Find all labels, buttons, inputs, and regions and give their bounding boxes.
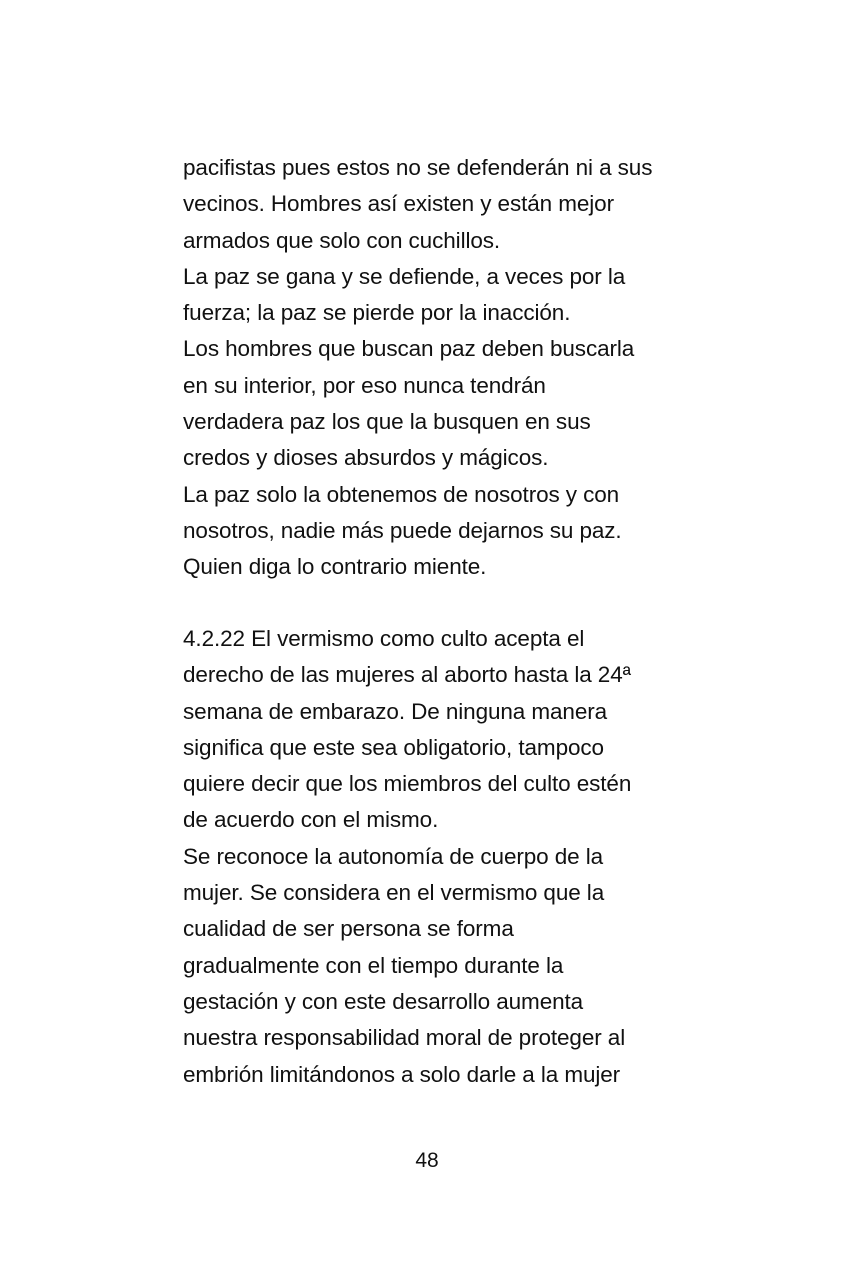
text-line: de acuerdo con el mismo. [183,807,439,833]
text-line: credos y dioses absurdos y mágicos. [183,445,549,471]
text-line: en su interior, por eso nunca tendrán [183,372,546,398]
paragraph-section-4-2-22 [183,621,703,1093]
text-line: pacifistas pues estos no se defenderán ni a sus [183,155,653,180]
text-line: fuerza; la paz se pierde por la inacción. [183,300,571,326]
page-number: 48 [415,1149,439,1172]
text-line: Los hombres que buscan paz deben buscarla [183,336,635,362]
text-line: vecinos. Hombres así existen y están mejor [183,191,614,217]
text-line: nosotros, nadie más puede dejarnos su paz. [183,517,622,543]
text-line: significa que este sea obligatorio, tampoco [183,734,604,760]
text-line: armados que solo con cuchillos. [183,227,501,253]
text-line: derecho de las mujeres al aborto hasta la 24ª [183,662,631,688]
text-line: La paz se gana y se defiende, a veces por la [183,263,626,289]
text-line: mujer. Se considera en el vermismo que la [183,880,605,906]
text-line: embrión limitándonos a solo darle a la mujer [183,1061,621,1087]
text-line: Quien diga lo contrario miente. [183,554,487,580]
text-line: verdadera paz los que la busquen en sus [183,409,591,435]
text-line: semana de embarazo. De ninguna manera [183,698,608,724]
text-line: La paz solo la obtenemos de nosotros y con [183,481,620,507]
text-line: quiere decir que los miembros del culto estén [183,771,632,797]
text-line: gestación y con este desarrollo aumenta [183,988,584,1014]
text-line: 4.2.22 El vermismo como culto acepta el [183,626,585,651]
paragraph-peace [183,150,703,586]
text-line: nuestra responsabilidad moral de proteger al [183,1025,626,1051]
text-line: Se reconoce la autonomía de cuerpo de la [183,843,604,869]
text-line: gradualmente con el tiempo durante la [183,952,564,978]
text-line: cualidad de ser persona se forma [183,916,514,942]
